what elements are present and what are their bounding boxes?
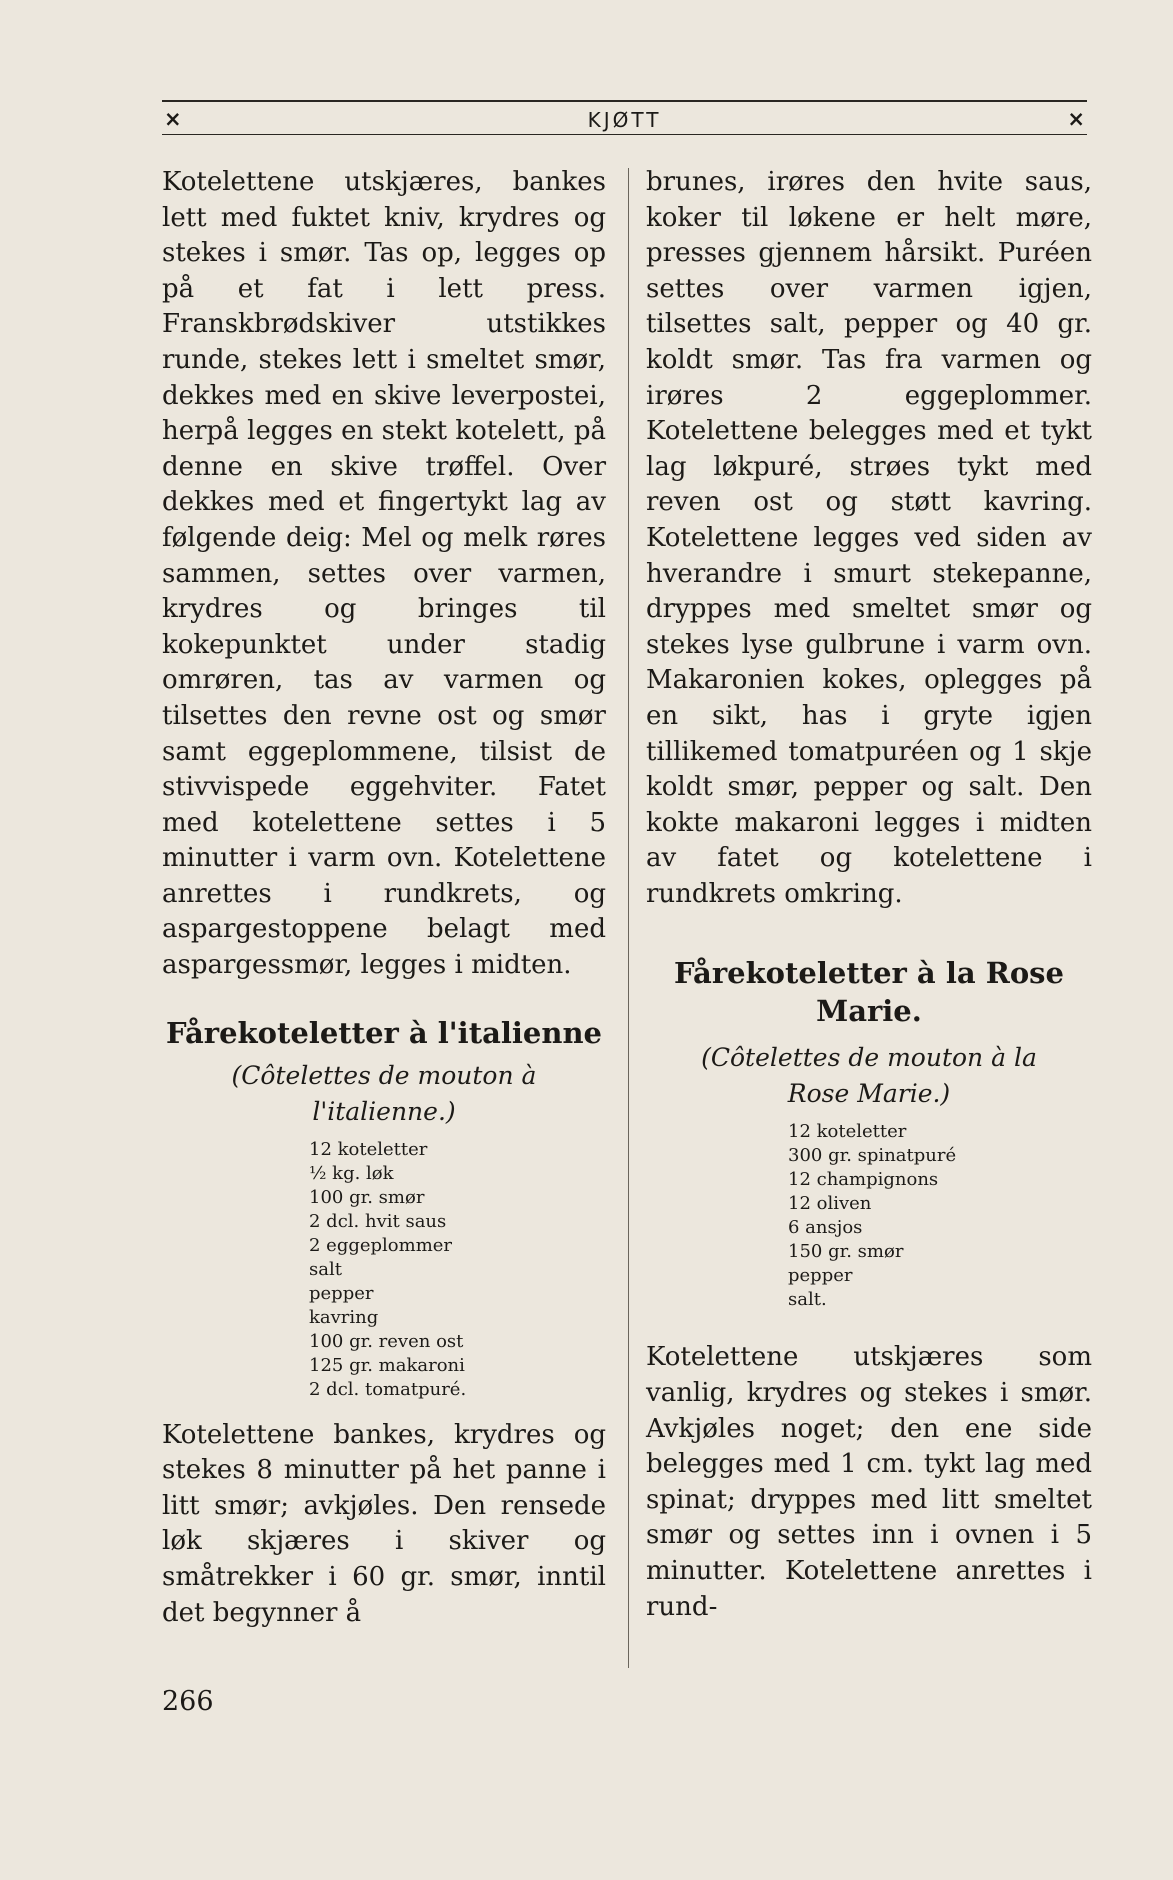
- header-rule-top: [162, 100, 1087, 102]
- ingredient-item: pepper: [309, 1282, 374, 1304]
- ingredient-item: 2 dcl. hvit saus: [309, 1210, 447, 1232]
- ingredient-item: 300 gr. spinatpuré: [788, 1145, 957, 1167]
- ingredient-list-rose-marie: [788, 1120, 1092, 1312]
- header-ornament-left: ×: [164, 107, 182, 131]
- recipe-title-italienne: Fårekoteletter à l'italienne: [166, 1015, 602, 1050]
- ingredient-item: pepper: [788, 1265, 853, 1287]
- recipe-title-rose-marie: Fårekoteletter à la Rose Marie.: [674, 956, 1064, 1029]
- ingredient-item: 100 gr. smør: [309, 1186, 425, 1208]
- ingredient-list-italienne: [309, 1138, 606, 1402]
- ingredient-item: 6 ansjos: [788, 1217, 863, 1239]
- ingredient-item: 2 eggeplommer: [309, 1234, 453, 1256]
- header-ornament-right: ×: [1067, 107, 1085, 131]
- recipe-subtitle-italienne: (Côtelettes de mouton à l'italienne.): [231, 1060, 537, 1126]
- header-rule-bottom: [162, 134, 1087, 135]
- method-paragraph-italienne: Kotelettene bankes, krydres og stekes 8 minutter på het panne i litt smør; avkjøles. Den rensede løk skjæres i skiver og småtrekker i 60 gr. smør, inntil det begynner å: [162, 1419, 606, 1628]
- page-number: 266: [162, 1686, 214, 1717]
- ingredient-item: 150 gr. smør: [788, 1241, 904, 1263]
- ingredient-item: kavring: [309, 1306, 379, 1328]
- chapter-title: KJØTT: [587, 108, 662, 132]
- ingredient-item: salt.: [788, 1289, 827, 1311]
- right-column: [646, 165, 1092, 1625]
- ingredient-item: 12 koteletter: [788, 1121, 907, 1143]
- left-column: [162, 165, 606, 1631]
- ingredient-item: 2 dcl. tomatpuré.: [309, 1378, 467, 1400]
- ingredient-item: ½ kg. løk: [309, 1162, 394, 1184]
- method-paragraph-rose-marie: Kotelettene utskjæres som vanlig, krydres og stekes i smør. Avkjøles noget; den ene side belegges med 1 cm. tykt lag med spinat; dryppes med litt smeltet smør og settes inn i ovnen i 5 minutter. Kotelettene anrettes i rund-: [646, 1342, 1092, 1622]
- column-divider: [628, 168, 629, 1668]
- ingredient-item: 12 koteletter: [309, 1138, 428, 1160]
- ingredient-item: 12 oliven: [788, 1193, 872, 1215]
- ingredient-item: 12 champignons: [788, 1169, 939, 1191]
- intro-paragraph: Kotelettene utskjæres, bankes lett med fuktet kniv, krydres og stekes i smør. Tas op, legges op på et fat i lett press. Franskbrødskiver utstikkes runde, stekes lett i smeltet smør, dekkes med en skive leverpostei, herpå legges en stekt kotelett, på denne en skive trøffel. Over dekkes med et fingertykt lag av følgende deig: Mel og melk røres sammen, settes over varmen, krydres og bringes til kokepunktet under stadig omrøren, tas av varmen og tilsettes den revne ost og smør samt eggeplommene, tilsist de stivvispede eggehviter. Fatet med kotelettene settes i 5 minutter i varm ovn. Kotelettene anrettes i rundkrets, og aspargestoppene belagt med aspargessmør, legges i midten.: [162, 167, 606, 981]
- running-header: [162, 96, 1087, 140]
- ingredient-item: 125 gr. makaroni: [309, 1354, 465, 1376]
- recipe-subtitle-rose-marie: (Côtelettes de mouton à la Rose Marie.): [701, 1043, 1037, 1109]
- ingredient-item: 100 gr. reven ost: [309, 1330, 464, 1352]
- continued-paragraph: brunes, irøres den hvite saus, koker til løkene er helt møre, presses gjennem hårsikt. Puréen settes over varmen igjen, tilsettes salt, pepper og 40 gr. koldt smør. Tas fra varmen og irøres 2 eggeplommer. Kotelettene belegges med et tykt lag løkpuré, strøes tykt med reven ost og støtt kavring. Kotelettene legges ved siden av hverandre i smurt stekepanne, dryppes med smeltet smør og stekes lyse gulbrune i varm ovn. Makaronien kokes, oplegges på en sikt, has i gryte igjen tillikemed tomatpuréen og 1 skje koldt smør, pepper og salt. Den kokte makaroni legges i midten av fatet og kotelettene i rundkrets omkring.: [646, 167, 1092, 909]
- ingredient-item: salt: [309, 1258, 342, 1280]
